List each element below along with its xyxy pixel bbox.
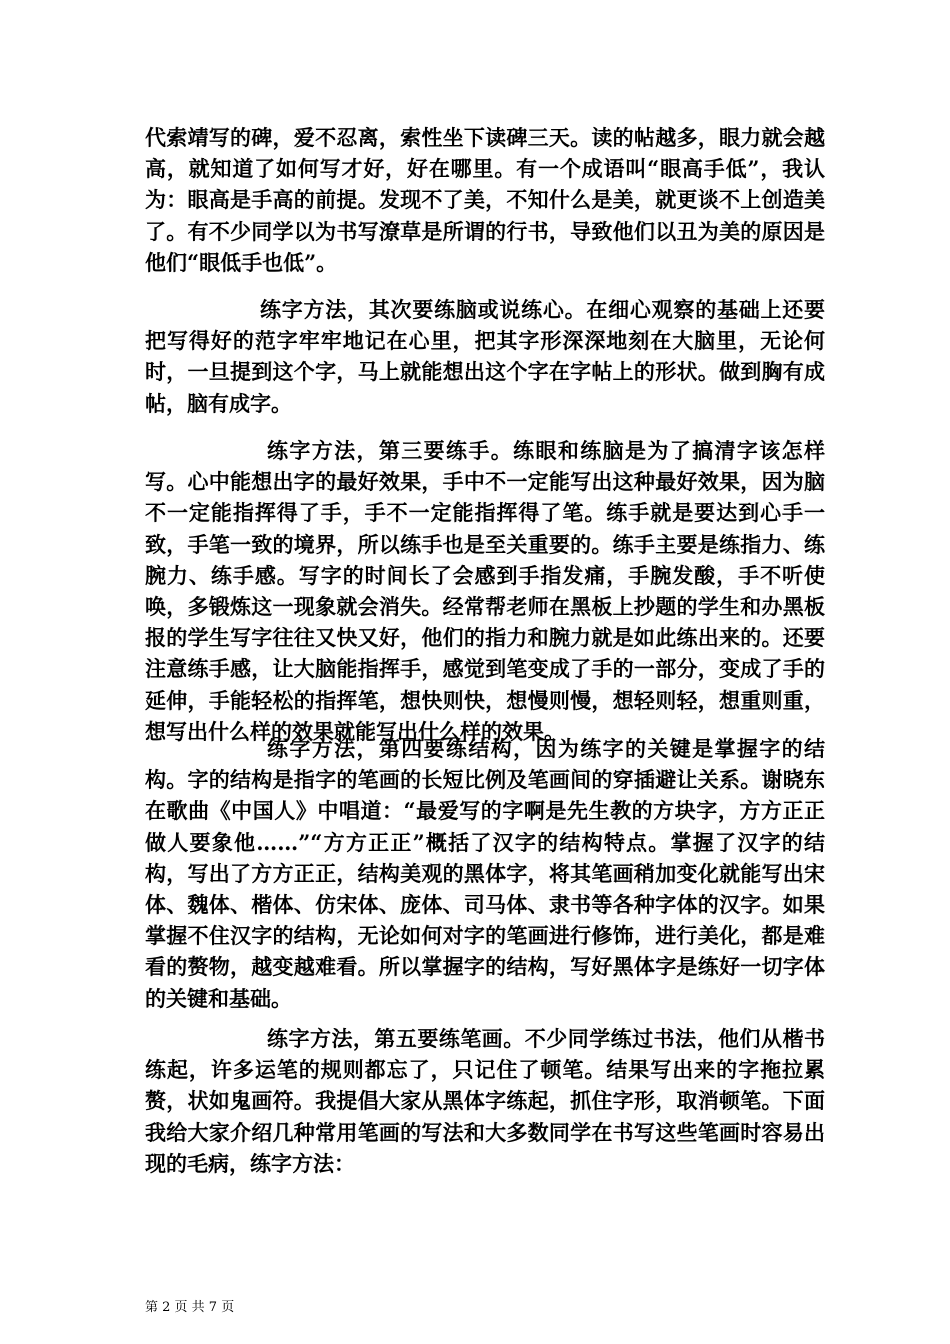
paragraph-2: 练字方法，其次要练脑或说练心。在细心观察的基础上还要把写得好的范字牢牢地记在心里，把其字形深深地刻在大脑里，无论何时，一旦提到这个字，马上就能想出这个字在字帖上的形状。做到胸有成帖，脑有成字。 [145,297,825,416]
page-number-footer: 第 2 页 共 7 页 [145,1300,235,1315]
paragraph-3: 练字方法，第三要练手。练眼和练脑是为了搞清字该怎样写。心中能想出字的最好效果，手中不一定能写出这种最好效果，因为脑不一定能指挥得了手，手不一定能指挥得了笔。练手就是要达到心手一致，手笔一致的境界，所以练手也是至关重要的。练手主要是练指力、练腕力、练手感。写字的时间长了会感到手指发痛，手腕发酸，手不听使唤，多锻炼这一现象就会消失。经常帮老师在黑板上抄题的学生和办黑板报的学生写字往往又快又好，他们的指力和腕力就是如此练出来的。还要注意练手感，让大脑能指挥手，感觉到笔变成了手的一部分，变成了手的延伸，手能轻松的指挥笔，想快则快，想慢则慢，想轻则轻，想重则重，想写出什么样的效果就能写出什么样的效果。 [145,438,825,744]
paragraph-5: 练字方法，第五要练笔画。不少同学练过书法，他们从楷书练起，许多运笔的规则都忘了，只记住了顿笔。结果写出来的字拖拉累赘，状如鬼画符。我提倡大家从黑体字练起，抓住字形，取消顿笔。下面我给大家介绍几种常用笔画的写法和大多数同学在书写这些笔画时容易出现的毛病，练字方法： [145,1026,825,1176]
paragraph-1: 代索靖写的碑，爱不忍离，索性坐下读碑三天。读的帖越多，眼力就会越高，就知道了如何写才好，好在哪里。有一个成语叫“眼高手低”，我认为：眼高是手高的前提。发现不了美，不知什么是美，就更谈不上创造美了。有不少同学以为书写潦草是所谓的行书，导致他们以丑为美的原因是他们“眼低手也低”。 [145,125,825,275]
paragraph-4: 练字方法，第四要练结构，因为练字的关键是掌握字的结构。字的结构是指字的笔画的长短比例及笔画间的穿插避让关系。谢晓东在歌曲《中国人》中唱道：“最爱写的字啊是先生教的方块字，方方正正做人要象他……”“方方正正”概括了汉字的结构特点。掌握了汉字的结构，写出了方方正正，结构美观的黑体字，将其笔画稍加变化就能写出宋体、魏体、楷体、仿宋体、庞体、司马体、隶书等各种字体的汉字。如果掌握不住汉字的结构，无论如何对字的笔画进行修饰，进行美化，都是难看的赘物，越变越难看。所以掌握字的结构，写好黑体字是练好一切字体的关键和基础。 [145,736,825,1011]
